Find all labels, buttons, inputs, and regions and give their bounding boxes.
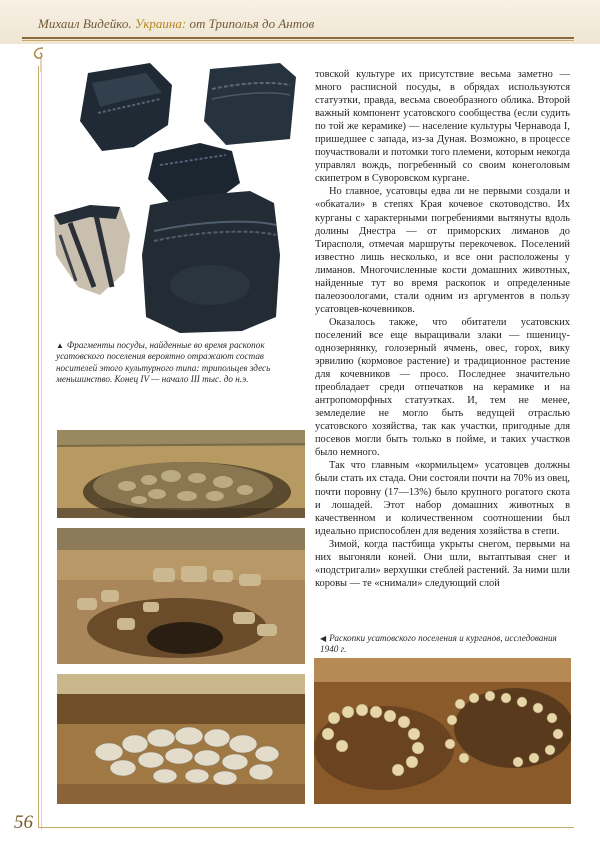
paragraph: товской культуре их присутствие весьма заметно — много расписной посуды, в обрядах используются статуэтки, правда, весьма своеобразного облика. Второй важный компонент усатовского сообщества (если судить по той же керамике) — население культуры Чернавода I, пришедшее с запада, из-за Дуная. Возможно, в процессе поучаствовали и потомки того племени, которым некогда управлял вождь, погребенный со своим конеголовым скипетром в Суворовском кургане.: [315, 69, 570, 185]
paragraph: Так что главным «кормильцем» усатовцев должны были стать их стада. Они состояли почти на 70% из овец, почти поровну (17—13%) было крупного рогатого скота и лошадей. Этот набор домашних животных в качественном и количественном соотношении был идеально приспособлен для ведения хозяйства в степи.: [315, 460, 570, 537]
excavation-photo-3: [57, 674, 305, 804]
header-rule-thin: [22, 40, 574, 41]
paragraph: Но главное, усатовцы едва ли не первыми создали и «обкатали» в степях Края кочевое скотоводство. Их курганы с характерными погребениями вытянуты вдоль долины Днестра — от приморских лиманов до Тирасполя, отмечая маршруты перекочевок. Поселений известно лишь несколько, и все они расположены у лиманов. Многочисленные кости домашних животных, найденные тут во время раскопок и определенные палеозоологами, стали одним из аргументов в пользу усатовцев-кочевников.: [315, 186, 570, 315]
page-frame-left-inner: [41, 66, 42, 830]
page-number: 56: [14, 812, 33, 833]
pottery-fragments-photo: [50, 55, 308, 335]
running-header: [38, 16, 314, 32]
excavation-photo-2: [57, 528, 305, 664]
paragraph: Зимой, когда пастбища укрыты снегом, первыми на них выгоняли коней. Они шли, вытаптывая снег и «подстригали» верхушки стеблей растений. За ними шли коровы — те «снимали» следующий слой: [315, 538, 570, 589]
pottery-caption: [56, 340, 302, 386]
excavation-caption-text: Раскопки усатовского поселения и курганов, исследования 1940 г.: [320, 633, 557, 655]
caption-pointer-icon: ▲: [56, 341, 64, 350]
header-rule: [22, 37, 574, 39]
header-title: от Триполья до Антов: [186, 16, 315, 31]
excavation-photo-1: [57, 430, 305, 518]
paragraph: Оказалось также, что обитатели усатовских поселений все еще выращивали злаки — пшеницу-однозернянку, голозерный ячмень, овес, горох, вику эрвилию (кормовое растение) и традиционное растение для кочевников — просо. Последнее значительно преобладает среди отпечатков на керамике и на антропоморфных статуэтках. И, тем не менее, земледелие не могло быть ведущей отраслью усатовского хозяйства, так как участки, пригодные для посевов могли быть только в пойме, и таких участков было немного.: [315, 316, 570, 459]
header-title-accent: Украина:: [134, 16, 187, 31]
caption-pointer-icon: ◀: [320, 634, 327, 643]
header-author: Михаил Видейко.: [38, 16, 132, 31]
page-frame-left: [38, 66, 39, 828]
excavation-caption: [320, 633, 572, 656]
article-body: [315, 68, 570, 590]
excavation-photo-4: [314, 658, 571, 804]
pottery-caption-text: Фрагменты посуды, найденные во время раскопок усатовского поселения вероятно отражают состав носителей этого культурного типа: трипольцев здесь меньшинство. Конец IV — начало III тыс. до н.э.: [56, 340, 271, 385]
page-frame-bottom: [38, 827, 574, 828]
